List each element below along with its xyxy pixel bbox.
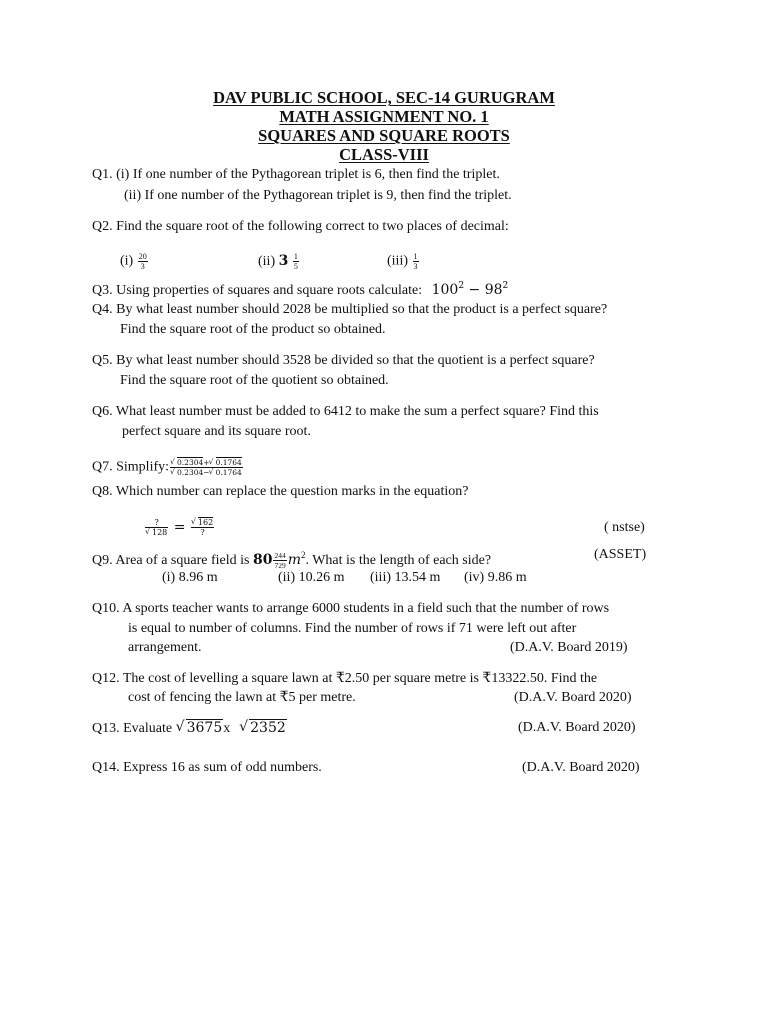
q14-text: Q14. Express 16 as sum of odd numbers.	[92, 760, 322, 775]
q13-source: (D.A.V. Board 2020)	[518, 720, 636, 735]
q10-line-2: is equal to number of columns. Find the number of rows if 71 were left out after	[128, 621, 577, 636]
q2-option-iii: (iii) $\frac{1}{3}$	[387, 252, 418, 271]
q1-part-ii: (ii) If one number of the Pythagorean triplet is 9, then find the triplet.	[124, 188, 512, 203]
q8-text: Q8. Which number can replace the question marks in the equation?	[92, 484, 469, 499]
q9-option-iii: (iii) 13.54 m	[370, 570, 441, 585]
q9-text: Q9. Area of a square field is 80 $\frac{244}{729}$ $m^2$. What is the length of each side?	[92, 550, 492, 571]
q3-text: Q3. Using properties of squares and square roots calculate: $100^2 - 98^2$	[92, 281, 509, 298]
q10-source: (D.A.V. Board 2019)	[510, 640, 628, 655]
q6-line-2: perfect square and its square root.	[122, 424, 311, 439]
school-name: DAV PUBLIC SCHOOL, SEC-14 GURUGRAM	[213, 88, 555, 107]
fraction: $\frac{20}{3}$	[138, 252, 147, 271]
q14-source: (D.A.V. Board 2020)	[522, 760, 640, 775]
q8-equation: ? √ 128 = √ $\frac{162}{?}$	[144, 518, 215, 537]
q7-fraction: √ 0.2304+√ 0.1764 √ 0.2304−√ 0.1764	[170, 458, 243, 477]
q8-source: ( nstse)	[604, 520, 645, 535]
q12-line-1: Q12. The cost of levelling a square lawn at ₹2.50 per square metre is ₹13322.50. Find the	[92, 671, 598, 686]
q5-line-2: Find the square root of the quotient so obtained.	[120, 373, 389, 388]
q13-text: Q13. Evaluate √ 3675x √ 2352	[92, 719, 287, 738]
q9-option-i: (i) 8.96 m	[162, 570, 218, 585]
fraction: $\frac{1}{5}$	[293, 252, 298, 272]
q12-source: (D.A.V. Board 2020)	[514, 690, 632, 705]
q1-part-i: Q1. (i) If one number of the Pythagorean triplet is 6, then find the triplet.	[92, 167, 500, 182]
q12-line-2: cost of fencing the lawn at ₹5 per metre.	[128, 690, 356, 705]
q2-option-ii: (ii) 3 $\frac{1}{5}$	[258, 252, 298, 272]
q3-expression: $100^2 - 98^2$	[431, 281, 509, 298]
q9-option-iv: (iv) 9.86 m	[464, 570, 527, 585]
fraction: $\frac{1}{3}$	[413, 252, 418, 271]
q4-line-1: Q4. By what least number should 2028 be multiplied so that the product is a perfect square?	[92, 302, 608, 317]
q4-line-2: Find the square root of the product so obtained.	[120, 322, 386, 337]
q5-line-1: Q5. By what least number should 3528 be divided so that the quotient is a perfect square?	[92, 353, 595, 368]
q10-line-1: Q10. A sports teacher wants to arrange 6000 students in a field such that the number of rows	[92, 601, 610, 616]
q2-text: Q2. Find the square root of the following correct to two places of decimal:	[92, 219, 509, 234]
class-title: CLASS-VIII	[339, 145, 429, 164]
q9-option-ii: (ii) 10.26 m	[278, 570, 345, 585]
q9-source: (ASSET)	[594, 547, 647, 562]
q13-expression: √ 3675x √ 2352	[176, 720, 287, 736]
q2-option-i: (i) $\frac{20}{3}$	[120, 252, 147, 271]
topic-title: SQUARES AND SQUARE ROOTS	[258, 126, 510, 145]
assignment-title: MATH ASSIGNMENT NO. 1	[279, 107, 489, 126]
q10-line-3: arrangement.	[128, 640, 202, 655]
q7-text: Q7. Simplify: √ 0.2304+√ 0.1764 √ 0.2304−√ 0.1764	[92, 458, 244, 477]
q6-line-1: Q6. What least number must be added to 6412 to make the sum a perfect square? Find this	[92, 404, 599, 419]
